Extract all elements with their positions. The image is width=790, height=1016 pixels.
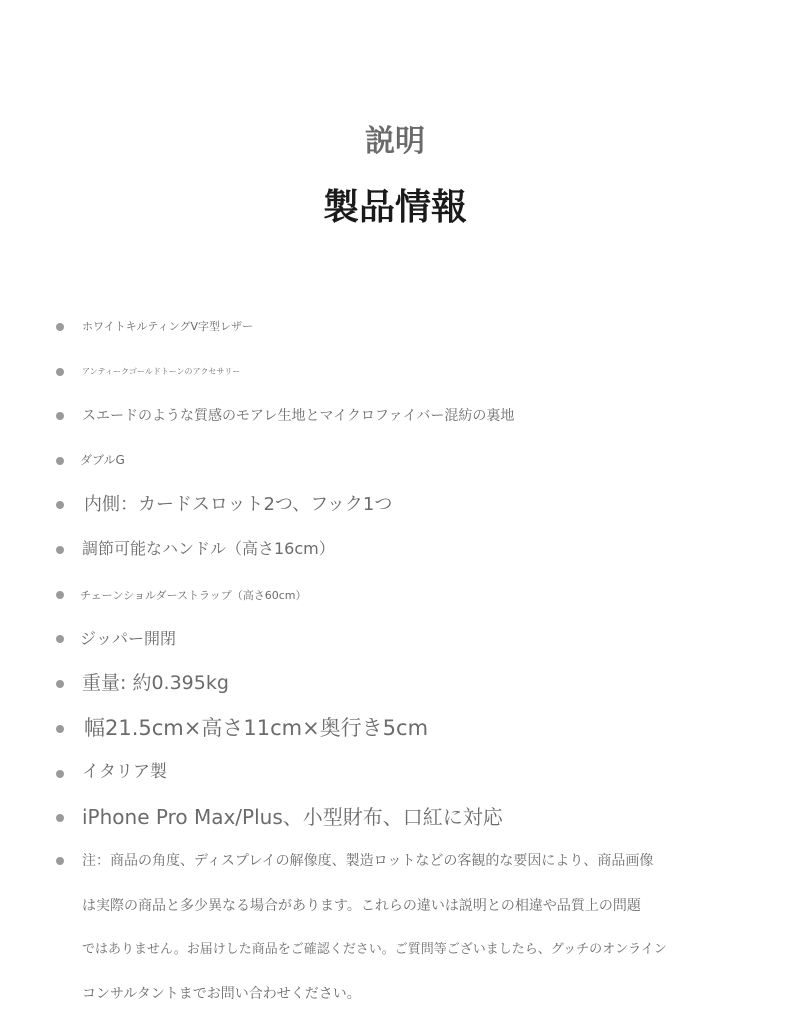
spec-item-hardware: アンティークゴールドトーンのアクセサリー bbox=[82, 367, 241, 376]
spec-item-material: ホワイトキルティングV字型レザー bbox=[82, 320, 253, 333]
bullet-icon bbox=[56, 680, 64, 688]
spec-item-logo: ダブルG bbox=[80, 453, 125, 467]
spec-item-interior: 内側：カードスロット2つ、フック1つ bbox=[84, 494, 393, 515]
spec-item-capacity: iPhone Pro Max/Plus、小型財布、口紅に対応 bbox=[82, 805, 503, 829]
bullet-icon bbox=[56, 591, 64, 599]
note-line: コンサルタントまでお問い合わせください。 bbox=[82, 986, 361, 1002]
spec-item-origin: イタリア製 bbox=[82, 762, 167, 782]
spec-item-closure: ジッパー開閉 bbox=[80, 629, 177, 648]
bullet-icon bbox=[56, 368, 64, 376]
bullet-icon bbox=[56, 814, 64, 822]
section-heading: 説明 bbox=[365, 124, 425, 159]
spec-item-lining: スエードのような質感のモアレ生地とマイクロファイバー混紡の裏地 bbox=[82, 408, 515, 424]
bullet-icon bbox=[56, 857, 64, 865]
bullet-icon bbox=[56, 457, 64, 465]
spec-item-handle: 調節可能なハンドル（高さ16cm） bbox=[82, 539, 335, 558]
page-title: 製品情報 bbox=[322, 187, 467, 228]
spec-item-dimensions: 幅21.5cm×高さ11cm×奥行き5cm bbox=[84, 716, 429, 740]
bullet-icon bbox=[56, 635, 64, 643]
bullet-icon bbox=[56, 412, 64, 420]
bullet-icon bbox=[56, 770, 64, 778]
note-line: 注：商品の角度、ディスプレイの解像度、製造ロットなどの客観的な要因により、商品画像 bbox=[82, 853, 654, 869]
note-line: は実際の商品と多少異なる場合があります。これらの違いは説明との相違や品質上の問題 bbox=[82, 898, 641, 914]
bullet-icon bbox=[56, 323, 64, 331]
bullet-icon bbox=[56, 546, 64, 554]
spec-item-strap: チェーンショルダーストラップ（高さ60cm） bbox=[80, 589, 307, 602]
note-line: ではありません。お届けした商品をご確認ください。ご質問等ございましたら、グッチのオンライン bbox=[82, 942, 667, 957]
bullet-icon bbox=[56, 501, 64, 509]
spec-item-weight: 重量: 約0.395kg bbox=[82, 672, 229, 694]
bullet-icon bbox=[56, 725, 64, 733]
